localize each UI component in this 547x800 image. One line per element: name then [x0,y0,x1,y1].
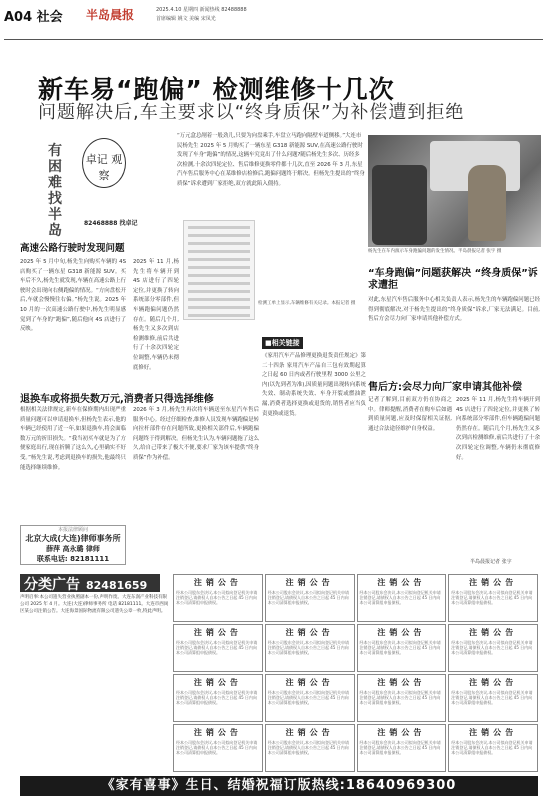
screenshot-caption: 检测工单上显示,车辆维修有关记录。本报记者 摄 [258,301,356,306]
issue-date: 2025.4.10 星期四 新闻热线 82488888 [156,7,247,13]
column-phone: 82468888 找卓记 [84,220,138,227]
repair-record-screenshot [183,220,255,320]
footer-hotline-banner: 《家有喜事》生日、结婚祝福订版热线:18640969300 [20,776,538,796]
classified-section [20,574,538,772]
classified-phone: 82481659 [86,579,148,592]
photo-caption: 杨先生在车内演示车身跑偏问题的发生情况。半岛晨报记者 张宇 摄 [368,249,502,254]
notice-item: 注销公告 经本公司股东会决议,本公司拟向登记机关申请注销登记,请债权人自本公告之日起 45 日内向本公司清算组申报债权。 [173,624,263,672]
body-paragraph-2: 2025 年 11 月,杨先生将车辆开到 4S 店进行了四轮定位,并更换了转向系统部分零部件,但车辆跑偏问题仍然存在。随后几个月,杨先生又多次到店检测维修,前后共进行了十余次四轮定位调整,车辆仍未彻底修好。 [133,259,179,371]
law-firm-name: 北京大成(大连)律师事务所 [25,534,121,543]
notice-item: 注销公告 经本公司股东会决议,本公司拟向登记机关申请注销登记,请债权人自本公告之日起 45 日内向本公司清算组申报债权。 [265,674,355,722]
related-link-text: 《家用汽车产品修理更换退货责任规定》第二十四条 家用汽车产品自三包有效期起算之日起 60 日内或者行驶里程 3000 公里之内(以先到者为准),因质量问题出现转向系统失效、制动系统失效、车身开裂或燃油泄漏,消费者选择更换或退货的,销售者应当负责更换或退货。 [262,353,366,417]
classified-banner: 分类广告 82481659 [20,574,160,592]
body-paragraph-3: 根据相关法律规定,新车在保修期内出现严重质量问题可以申请退换车,但杨先生表示,他的车辆已经使用了近一年,如果退换车,将会面临数万元的折旧损失。“我当初买车就是为了方便家庭出行,现在折腾了这么久,心里确实不好受。”杨先生说,考虑到退换车的损失,他最终只能选择继续维修。 [20,407,126,471]
legal-advisor-label: 本报法律顾问 [57,527,88,533]
driver-figure [468,165,506,241]
section-label: A04 社会 [4,10,63,25]
notice-item: 注销公告 经本公司股东会决议,本公司拟向登记机关申请注销登记,请债权人自本公告之日起 45 日内向本公司清算组申报债权。 [448,674,538,722]
notice-item: 注销公告 经本公司股东会决议,本公司拟向登记机关申请注销登记,请债权人自本公告之日起 45 日内向本公司清算组申报债权。 [173,574,263,622]
notice-item: 注销公告 经本公司股东会决议,本公司拟向登记机关申请注销登记,请债权人自本公告之日起 45 日内向本公司清算组申报债权。 [265,724,355,772]
column-right-tag: 卓记 观察 [82,138,126,188]
section-heading-1: 高速公路行驶时发现问题 [20,243,125,254]
notice-item: 注销公告 经本公司股东会决议,本公司拟向登记机关申请注销登记,请债权人自本公告之日起 45 日内向本公司清算组申报债权。 [448,624,538,672]
subheadline: 问题解决后,车主要求以“终身质保”为补偿遭到拒绝 [38,102,465,123]
related-link-title: ■相关链接 [262,337,303,349]
newspaper-logo: 半岛晨报 [86,8,135,22]
lawyer-phone: 联系电话: 82181111 [36,555,110,563]
notice-item: 注销公告 经本公司股东会决议,本公司拟向登记机关申请注销登记,请债权人自本公告之日起 45 日内向本公司清算组申报债权。 [448,724,538,772]
notice-item: 注销公告 经本公司股东会决议,本公司拟向登记机关申请注销登记,请债权人自本公告之日起 45 日内向本公司清算组申报债权。 [265,574,355,622]
body-paragraph-4: 2026 年 3 月,杨先生再次将车辆送至东星汽车售后服务中心。经过仔细检查,维修人员发现车辆跑偏是转向拉杆部件存在问题所致,更换相关部件后,车辆跑偏问题终于得到解决。但杨先生认为,车辆问题拖了这么久,给自己带来了极大不便,要求厂家为该车提供“终身质保”作为补偿。 [133,407,259,461]
notice-item: 注销公告 经本公司股东会决议,本公司拟向登记机关申请注销登记,请债权人自本公告之日起 45 日内向本公司清算组申报债权。 [448,574,538,622]
notice-item: 注销公告 经本公司股东会决议,本公司拟向登记机关申请注销登记,请债权人自本公告之日起 45 日内向本公司清算组申报债权。 [173,724,263,772]
column-left-tag: 有困难 找半岛 [48,143,62,239]
issue-meta [156,6,247,24]
body-paragraph-6: 记者了解到,目前双方仍在协商之中。律师提醒,消费者在购车后如遇到质量问题,应及时保留相关证据,通过合法途径维护自身权益。 [368,397,452,432]
notice-item: 注销公告 经本公司股东会决议,本公司拟向登记机关申请注销登记,请债权人自本公告之日起 45 日内向本公司清算组申报债权。 [357,624,447,672]
classified-left-text: 声明启事:本公司遗失营业执照副本一份,声明作废。大连东润产业科技有限公司 2025 年 4 月。大连(大连)律师事务所 电话 82181111。大连市西岗区某公司注销公告。大连海景国际物流有限公司遗失公章一枚,特此声明。 [20,595,169,614]
section-heading-3: “车身跑偏”问题获解决 “终身质保”诉求遭拒 [368,268,538,291]
headline: 新车易“跑偏” 检测维修十几次 [38,75,395,104]
notice-item: 注销公告 经本公司股东会决议,本公司拟向登记机关申请注销登记,请债权人自本公告之日起 45 日内向本公司清算组申报债权。 [265,624,355,672]
section-heading-4: 售后方:会尽力向厂家申请其他补偿 [368,382,522,393]
lead-paragraph: “万元盒总剐着一般劲儿,只要为向盘乘手,车盘立马跑向隔壁车道侧移。”大连市民杨先生 2025 年 5 月购买了一辆东星 G318 新能源 SUV,在高速公路行驶时发现了车身“跑偏”的情况,这辆车究竟出了什么问题?随后杨先生多次、历经多次检测,十余次四轮定位、售后维修更换零件都十几次,直至 2026 年 3 月,东星汽车售后服务中心在某维修店检修后,跑偏问题终于解决。但杨先生提出的“终身质保”诉求遭到厂家拒绝,双方就此陷入僵持。 [177,133,365,187]
news-photo [368,135,541,247]
notice-grid [173,574,538,772]
car-seat [372,165,427,245]
page-header [4,4,543,40]
notice-item: 注销公告 经本公司股东会决议,本公司拟向登记机关申请注销登记,请债权人自本公告之日起 45 日内向本公司清算组申报债权。 [357,674,447,722]
body-paragraph-1: 2025 年 5 月中旬,杨先生向购买车辆的 4S 店购买了一辆东星 G318 新能源 SUV。买车后不久,杨先生就发现,车辆在高速公路上行驶时会出现向右侧跑偏的情况。“方向盘松开后,车就会慢慢往右偏。”杨先生说。2025 年 10 月的一次高速公路行驶中,杨先生明显感觉到了车身的“跑偏”,随后他向 4S 店进行了反映。 [20,259,126,333]
body-paragraph-7: 2025 年 11 月,杨先生将车辆开到 4S 店进行了四轮定位,并更换了转向系统部分零部件,但车辆跑偏问题仍然存在。随后几个月,杨先生又多次到店检测维修,前后共进行了十余次四轮定位调整,车辆仍未彻底修好。 [456,397,540,461]
notice-item: 注销公告 经本公司股东会决议,本公司拟向登记机关申请注销登记,请债权人自本公告之日起 45 日内向本公司清算组申报债权。 [357,574,447,622]
section-heading-2: 退换车或将损失数万元,消费者只得选择维修 [20,394,214,405]
notice-item: 注销公告 经本公司股东会决议,本公司拟向登记机关申请注销登记,请债权人自本公告之日起 45 日内向本公司清算组申报债权。 [173,674,263,722]
body-paragraph-5: 对此,东星汽车售后服务中心相关负责人表示,杨先生的车辆跑偏问题已经得到彻底解决,对于杨先生提出的“终身质保”诉求,厂家无法满足。目前,售后方会尽力向厂家申请其他补偿方式。 [368,297,540,323]
reporter-byline: 半岛晨报记者 张宇 [470,559,512,565]
issue-editors: 首席编辑 姚文 美编 宋凤光 [156,16,216,22]
lawyer-names: 薛萍 高永璐 律师 [46,545,100,553]
legal-advisor-ad [20,525,126,565]
notice-item: 注销公告 经本公司股东会决议,本公司拟向登记机关申请注销登记,请债权人自本公告之日起 45 日内向本公司清算组申报债权。 [357,724,447,772]
related-link-box [262,330,366,572]
